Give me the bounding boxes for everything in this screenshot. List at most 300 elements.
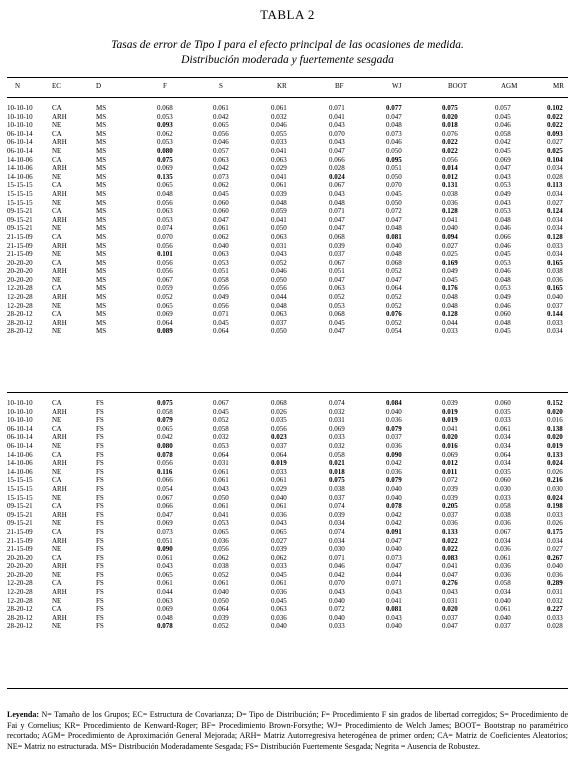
table-row xyxy=(7,121,568,130)
fs-cell-ec: ARH xyxy=(52,433,67,442)
ms-cell-n: 14-10-06 xyxy=(7,172,33,181)
ms-cell-s: 0.061 xyxy=(213,104,229,112)
table-row xyxy=(7,327,568,336)
fs-cell-f: 0.075 xyxy=(157,399,173,407)
ms-cell-ec: NE xyxy=(52,146,62,155)
ms-cell-s: 0.065 xyxy=(213,121,229,130)
ms-cell-mr: 0.165 xyxy=(547,258,563,267)
fs-cell-kr: 0.036 xyxy=(271,613,287,622)
fs-cell-bf: 0.072 xyxy=(329,605,345,614)
fs-cell-d: FS xyxy=(96,588,104,597)
table-row xyxy=(7,173,568,182)
ms-cell-boot: 0.169 xyxy=(442,258,458,267)
ms-cell-s: 0.051 xyxy=(213,267,229,276)
fs-cell-ec: ARH xyxy=(52,613,67,622)
ms-cell-s: 0.056 xyxy=(213,129,229,138)
fs-cell-boot: 0.039 xyxy=(442,399,458,407)
column-header-kr: KR xyxy=(277,82,287,90)
fs-cell-s: 0.052 xyxy=(213,622,229,631)
fs-cell-boot: 0.205 xyxy=(442,502,458,511)
ms-cell-kr: 0.050 xyxy=(271,275,287,284)
ms-cell-d: MS xyxy=(96,224,107,233)
ms-cell-agm: 0.045 xyxy=(495,112,511,121)
fs-cell-boot: 0.022 xyxy=(442,545,458,554)
fs-cell-mr: 0.216 xyxy=(547,476,563,485)
ms-cell-wj: 0.050 xyxy=(386,198,402,207)
column-header-ec: EC xyxy=(52,82,61,90)
ms-cell-d: MS xyxy=(96,284,107,293)
fs-cell-s: 0.056 xyxy=(213,545,229,554)
ms-cell-kr: 0.041 xyxy=(271,215,287,224)
fs-cell-n: 12-20-28 xyxy=(7,596,33,605)
table-row xyxy=(7,519,568,528)
fs-cell-ec: CA xyxy=(52,450,62,459)
column-header-wj: WJ xyxy=(392,82,402,90)
ms-cell-bf: 0.047 xyxy=(329,146,345,155)
table-row xyxy=(7,310,568,319)
fs-cell-f: 0.065 xyxy=(157,570,173,579)
table-row xyxy=(7,459,568,468)
ms-cell-ec: ARH xyxy=(52,267,67,276)
ms-cell-wj: 0.072 xyxy=(386,207,402,216)
top-rule xyxy=(7,77,568,78)
fs-cell-s: 0.036 xyxy=(213,536,229,545)
fs-cell-wj: 0.047 xyxy=(386,536,402,545)
fs-cell-boot: 0.072 xyxy=(442,476,458,485)
fs-cell-mr: 0.031 xyxy=(547,588,563,597)
ms-cell-s: 0.040 xyxy=(213,241,229,250)
table-legend xyxy=(7,710,568,752)
ms-cell-d: MS xyxy=(96,301,107,310)
table-row xyxy=(7,164,568,173)
ms-cell-n: 06-10-14 xyxy=(7,129,33,138)
ms-cell-wj: 0.073 xyxy=(386,129,402,138)
table-row xyxy=(7,571,568,580)
ms-cell-bf: 0.052 xyxy=(329,293,345,302)
fs-cell-s: 0.045 xyxy=(213,407,229,416)
fs-cell-boot: 0.011 xyxy=(442,467,458,476)
fs-cell-d: FS xyxy=(96,536,104,545)
ms-cell-kr: 0.063 xyxy=(271,155,287,164)
fs-cell-boot: 0.039 xyxy=(442,493,458,502)
fs-cell-d: FS xyxy=(96,545,104,554)
fs-cell-mr: 0.032 xyxy=(547,596,563,605)
fs-cell-wj: 0.079 xyxy=(386,424,402,433)
fs-cell-bf: 0.033 xyxy=(329,433,345,442)
table-row xyxy=(7,502,568,511)
ms-cell-kr: 0.032 xyxy=(271,112,287,121)
ms-cell-s: 0.061 xyxy=(213,224,229,233)
ms-cell-s: 0.062 xyxy=(213,181,229,190)
ms-cell-mr: 0.022 xyxy=(547,121,563,130)
ms-cell-ec: NE xyxy=(52,327,62,336)
table-row xyxy=(7,622,568,631)
ms-cell-n: 09-15-21 xyxy=(7,207,33,216)
fs-cell-kr: 0.065 xyxy=(271,527,287,536)
fs-cell-kr: 0.037 xyxy=(271,441,287,450)
fs-cell-agm: 0.067 xyxy=(495,527,511,536)
ms-cell-boot: 0.048 xyxy=(442,293,458,302)
fs-cell-boot: 0.083 xyxy=(442,553,458,562)
fs-cell-n: 28-20-12 xyxy=(7,605,33,614)
ms-cell-kr: 0.052 xyxy=(271,258,287,267)
table-row xyxy=(7,485,568,494)
fs-cell-d: FS xyxy=(96,416,104,425)
ms-cell-d: MS xyxy=(96,138,107,147)
table-row xyxy=(7,511,568,520)
fs-cell-n: 09-15-21 xyxy=(7,502,33,511)
ms-cell-wj: 0.077 xyxy=(386,104,402,112)
ms-cell-agm: 0.053 xyxy=(495,284,511,293)
table-row xyxy=(7,554,568,563)
fs-cell-mr: 0.016 xyxy=(547,416,563,425)
ms-cell-boot: 0.049 xyxy=(442,267,458,276)
fs-cell-ec: NE xyxy=(52,416,62,425)
fs-cell-boot: 0.047 xyxy=(442,622,458,631)
fs-cell-s: 0.040 xyxy=(213,588,229,597)
fs-cell-agm: 0.030 xyxy=(495,484,511,493)
fs-cell-wj: 0.042 xyxy=(386,519,402,528)
ms-cell-n: 21-15-09 xyxy=(7,250,33,259)
ms-cell-d: MS xyxy=(96,318,107,327)
fs-cell-n: 20-20-20 xyxy=(7,553,33,562)
ms-cell-n: 14-10-06 xyxy=(7,155,33,164)
ms-cell-f: 0.056 xyxy=(157,241,173,250)
fs-cell-f: 0.116 xyxy=(157,467,173,476)
ms-cell-agm: 0.066 xyxy=(495,232,511,241)
fs-cell-mr: 0.027 xyxy=(547,545,563,554)
fs-cell-ec: CA xyxy=(52,527,62,536)
ms-cell-agm: 0.048 xyxy=(495,275,511,284)
fs-cell-bf: 0.037 xyxy=(329,493,345,502)
fs-cell-d: FS xyxy=(96,433,104,442)
ms-cell-f: 0.067 xyxy=(157,275,173,284)
fs-cell-boot: 0.039 xyxy=(442,484,458,493)
fs-cell-boot: 0.012 xyxy=(442,459,458,468)
fs-cell-f: 0.090 xyxy=(157,545,173,554)
table-row xyxy=(7,156,568,165)
ms-cell-mr: 0.027 xyxy=(547,138,563,147)
ms-cell-boot: 0.076 xyxy=(442,129,458,138)
ms-cell-kr: 0.029 xyxy=(271,164,287,173)
ms-cell-s: 0.042 xyxy=(213,112,229,121)
fs-cell-ec: NE xyxy=(52,467,62,476)
ms-cell-s: 0.046 xyxy=(213,138,229,147)
ms-cell-bf: 0.051 xyxy=(329,267,345,276)
fs-cell-ec: CA xyxy=(52,605,62,614)
ms-cell-mr: 0.093 xyxy=(547,129,563,138)
fs-cell-wj: 0.040 xyxy=(386,493,402,502)
ms-cell-d: MS xyxy=(96,232,107,241)
fs-cell-bf: 0.070 xyxy=(329,579,345,588)
ms-cell-d: MS xyxy=(96,104,107,112)
ms-cell-boot: 0.128 xyxy=(442,207,458,216)
ms-cell-bf: 0.070 xyxy=(329,129,345,138)
ms-cell-boot: 0.041 xyxy=(442,215,458,224)
ms-cell-wj: 0.052 xyxy=(386,267,402,276)
ms-cell-n: 20-20-20 xyxy=(7,258,33,267)
ms-cell-mr: 0.025 xyxy=(547,146,563,155)
fs-cell-f: 0.061 xyxy=(157,553,173,562)
ms-cell-kr: 0.033 xyxy=(271,138,287,147)
ms-cell-f: 0.063 xyxy=(157,207,173,216)
ms-cell-boot: 0.020 xyxy=(442,112,458,121)
ms-cell-n: 06-10-14 xyxy=(7,146,33,155)
ms-cell-mr: 0.034 xyxy=(547,189,563,198)
fs-cell-boot: 0.036 xyxy=(442,519,458,528)
ms-cell-agm: 0.049 xyxy=(495,189,511,198)
legend-text: N= Tamaño de los Grupos; EC= Estructura de Covarianza; D= Tipo de Distribución; F= Procedimiento F sin grados de libertad corregidos; S= Procedimiento de Fai y Cornelius; KR= Procedimiento de Kenward-Roger; BF= Procedimiento Brown-Forsythe; WJ= Procedimiento de Welch James; BOOT= Bootstrap no paramétrico recortado; AGM= Procedimiento de Aproximación General Mejorada; ARH= Matriz Autorregresiva heterogénea de primer orden; CA= Matriz de Coeficientes Aleatorios; NE= Matriz no estructurada. MS= Distribución Moderadamente Sesgada; FS= Distribución Fuertemente Sesgada; Negrita = Ausencia de Robustez. xyxy=(7,710,568,751)
ms-cell-ec: ARH xyxy=(52,215,67,224)
fs-cell-wj: 0.036 xyxy=(386,416,402,425)
ms-cell-mr: 0.037 xyxy=(547,301,563,310)
table-row xyxy=(7,399,568,408)
ms-cell-kr: 0.041 xyxy=(271,146,287,155)
ms-cell-wj: 0.045 xyxy=(386,189,402,198)
ms-cell-f: 0.135 xyxy=(157,172,173,181)
fs-cell-n: 14-10-06 xyxy=(7,450,33,459)
ms-cell-s: 0.049 xyxy=(213,293,229,302)
fs-cell-s: 0.039 xyxy=(213,613,229,622)
fs-cell-agm: 0.036 xyxy=(495,570,511,579)
fs-cell-wj: 0.040 xyxy=(386,484,402,493)
ms-cell-n: 20-20-20 xyxy=(7,267,33,276)
fs-cell-wj: 0.044 xyxy=(386,570,402,579)
ms-cell-wj: 0.052 xyxy=(386,301,402,310)
table-row xyxy=(7,614,568,623)
ms-cell-wj: 0.048 xyxy=(386,250,402,259)
table-row xyxy=(7,597,568,606)
table-row xyxy=(7,284,568,293)
ms-cell-n: 09-15-21 xyxy=(7,224,33,233)
ms-cell-bf: 0.048 xyxy=(329,198,345,207)
subtitle-line-2: Distribución moderada y fuertemente sesgada xyxy=(181,54,394,66)
ms-cell-agm: 0.046 xyxy=(495,224,511,233)
ms-cell-ec: CA xyxy=(52,284,62,293)
ms-cell-ec: ARH xyxy=(52,241,67,250)
fs-cell-agm: 0.036 xyxy=(495,562,511,571)
ms-cell-agm: 0.047 xyxy=(495,164,511,173)
ms-cell-wj: 0.064 xyxy=(386,284,402,293)
legend-label: Leyenda: xyxy=(7,710,39,719)
fs-cell-d: FS xyxy=(96,553,104,562)
fs-cell-ec: NE xyxy=(52,622,62,631)
table-subtitle xyxy=(0,38,575,68)
ms-cell-mr: 0.033 xyxy=(547,318,563,327)
ms-cell-bf: 0.063 xyxy=(329,284,345,293)
ms-cell-kr: 0.037 xyxy=(271,318,287,327)
ms-cell-ec: ARH xyxy=(52,189,67,198)
ms-cell-boot: 0.040 xyxy=(442,224,458,233)
fs-cell-n: 10-10-10 xyxy=(7,416,33,425)
fs-cell-n: 14-10-06 xyxy=(7,467,33,476)
ms-cell-ec: ARH xyxy=(52,164,67,173)
fs-cell-s: 0.064 xyxy=(213,450,229,459)
fs-cell-f: 0.080 xyxy=(157,441,173,450)
table-block-moderate xyxy=(7,104,568,336)
ms-cell-ec: NE xyxy=(52,198,62,207)
fs-cell-agm: 0.034 xyxy=(495,536,511,545)
ms-cell-s: 0.063 xyxy=(213,155,229,164)
ms-cell-d: MS xyxy=(96,267,107,276)
fs-cell-d: FS xyxy=(96,613,104,622)
ms-cell-ec: ARH xyxy=(52,318,67,327)
fs-cell-bf: 0.046 xyxy=(329,562,345,571)
ms-cell-wj: 0.052 xyxy=(386,293,402,302)
table-row xyxy=(7,113,568,122)
ms-cell-ec: NE xyxy=(52,250,62,259)
fs-cell-kr: 0.039 xyxy=(271,545,287,554)
table-row xyxy=(7,442,568,451)
ms-cell-ec: CA xyxy=(52,155,62,164)
fs-cell-d: FS xyxy=(96,605,104,614)
ms-cell-f: 0.093 xyxy=(157,121,173,130)
ms-cell-f: 0.075 xyxy=(157,155,173,164)
fs-cell-f: 0.043 xyxy=(157,562,173,571)
bottom-rule xyxy=(7,688,568,689)
ms-cell-d: MS xyxy=(96,155,107,164)
fs-cell-wj: 0.036 xyxy=(386,441,402,450)
ms-cell-mr: 0.034 xyxy=(547,250,563,259)
fs-cell-boot: 0.016 xyxy=(442,441,458,450)
fs-cell-kr: 0.035 xyxy=(271,416,287,425)
ms-cell-mr: 0.128 xyxy=(547,232,563,241)
fs-cell-kr: 0.027 xyxy=(271,536,287,545)
fs-cell-bf: 0.033 xyxy=(329,622,345,631)
ms-cell-mr: 0.102 xyxy=(547,104,563,112)
fs-cell-bf: 0.042 xyxy=(329,570,345,579)
ms-cell-kr: 0.046 xyxy=(271,267,287,276)
ms-cell-n: 09-15-21 xyxy=(7,215,33,224)
table-row xyxy=(7,276,568,285)
fs-cell-mr: 0.020 xyxy=(547,433,563,442)
ms-cell-boot: 0.022 xyxy=(442,138,458,147)
ms-cell-f: 0.059 xyxy=(157,284,173,293)
fs-cell-wj: 0.043 xyxy=(386,588,402,597)
fs-cell-bf: 0.074 xyxy=(329,527,345,536)
fs-cell-wj: 0.040 xyxy=(386,545,402,554)
fs-cell-s: 0.032 xyxy=(213,433,229,442)
fs-cell-n: 21-15-09 xyxy=(7,536,33,545)
fs-cell-ec: CA xyxy=(52,553,62,562)
fs-cell-kr: 0.023 xyxy=(271,433,287,442)
ms-cell-wj: 0.047 xyxy=(386,275,402,284)
ms-cell-ec: CA xyxy=(52,181,62,190)
ms-cell-ec: ARH xyxy=(52,138,67,147)
column-header-agm: AGM xyxy=(501,82,518,90)
fs-cell-d: FS xyxy=(96,424,104,433)
fs-cell-d: FS xyxy=(96,407,104,416)
fs-cell-ec: ARH xyxy=(52,484,67,493)
fs-cell-n: 28-20-12 xyxy=(7,613,33,622)
fs-cell-bf: 0.040 xyxy=(329,596,345,605)
fs-cell-s: 0.061 xyxy=(213,502,229,511)
fs-cell-boot: 0.019 xyxy=(442,407,458,416)
fs-cell-agm: 0.060 xyxy=(495,399,511,407)
ms-cell-wj: 0.048 xyxy=(386,121,402,130)
ms-cell-n: 15-15-15 xyxy=(7,189,33,198)
ms-cell-f: 0.074 xyxy=(157,224,173,233)
fs-cell-f: 0.054 xyxy=(157,484,173,493)
fs-cell-d: FS xyxy=(96,579,104,588)
fs-cell-d: FS xyxy=(96,450,104,459)
ms-cell-wj: 0.054 xyxy=(386,327,402,336)
fs-cell-n: 28-20-12 xyxy=(7,622,33,631)
ms-cell-f: 0.048 xyxy=(157,189,173,198)
fs-cell-kr: 0.061 xyxy=(271,476,287,485)
fs-cell-s: 0.061 xyxy=(213,467,229,476)
table-row xyxy=(7,545,568,554)
ms-cell-bf: 0.024 xyxy=(329,172,345,181)
fs-cell-n: 06-10-14 xyxy=(7,441,33,450)
table-row xyxy=(7,451,568,460)
fs-cell-d: FS xyxy=(96,596,104,605)
ms-cell-d: MS xyxy=(96,129,107,138)
fs-cell-ec: ARH xyxy=(52,536,67,545)
fs-cell-mr: 0.133 xyxy=(547,450,563,459)
ms-cell-boot: 0.176 xyxy=(442,284,458,293)
fs-cell-s: 0.050 xyxy=(213,493,229,502)
ms-cell-d: MS xyxy=(96,146,107,155)
ms-cell-bf: 0.043 xyxy=(329,189,345,198)
ms-cell-f: 0.064 xyxy=(157,318,173,327)
fs-cell-ec: ARH xyxy=(52,588,67,597)
table-row xyxy=(7,605,568,614)
ms-cell-boot: 0.033 xyxy=(442,327,458,336)
fs-cell-agm: 0.061 xyxy=(495,605,511,614)
ms-cell-bf: 0.047 xyxy=(329,327,345,336)
fs-cell-bf: 0.032 xyxy=(329,407,345,416)
fs-cell-wj: 0.040 xyxy=(386,407,402,416)
fs-cell-mr: 0.198 xyxy=(547,502,563,511)
ms-cell-agm: 0.069 xyxy=(495,155,511,164)
fs-cell-d: FS xyxy=(96,510,104,519)
ms-cell-ec: NE xyxy=(52,224,62,233)
ms-cell-ec: CA xyxy=(52,129,62,138)
table-row xyxy=(7,579,568,588)
ms-cell-mr: 0.034 xyxy=(547,327,563,336)
fs-cell-agm: 0.061 xyxy=(495,553,511,562)
fs-cell-s: 0.052 xyxy=(213,416,229,425)
fs-cell-wj: 0.037 xyxy=(386,433,402,442)
fs-cell-wj: 0.079 xyxy=(386,476,402,485)
fs-cell-ec: ARH xyxy=(52,562,67,571)
ms-cell-s: 0.071 xyxy=(213,310,229,319)
fs-cell-kr: 0.036 xyxy=(271,510,287,519)
fs-cell-mr: 0.040 xyxy=(547,562,563,571)
ms-cell-s: 0.063 xyxy=(213,250,229,259)
ms-cell-mr: 0.124 xyxy=(547,207,563,216)
fs-cell-bf: 0.069 xyxy=(329,424,345,433)
fs-cell-n: 06-10-14 xyxy=(7,424,33,433)
fs-cell-ec: NE xyxy=(52,545,62,554)
ms-cell-s: 0.060 xyxy=(213,207,229,216)
ms-cell-kr: 0.050 xyxy=(271,224,287,233)
ms-cell-boot: 0.044 xyxy=(442,318,458,327)
header-rule xyxy=(7,97,568,98)
table-row xyxy=(7,199,568,208)
table-row xyxy=(7,224,568,233)
ms-cell-agm: 0.058 xyxy=(495,129,511,138)
ms-cell-kr: 0.063 xyxy=(271,232,287,241)
fs-cell-n: 12-20-28 xyxy=(7,579,33,588)
ms-cell-mr: 0.033 xyxy=(547,241,563,250)
fs-cell-boot: 0.031 xyxy=(442,596,458,605)
ms-cell-ec: NE xyxy=(52,172,62,181)
fs-cell-f: 0.066 xyxy=(157,476,173,485)
ms-cell-n: 14-10-06 xyxy=(7,164,33,173)
fs-cell-d: FS xyxy=(96,476,104,485)
